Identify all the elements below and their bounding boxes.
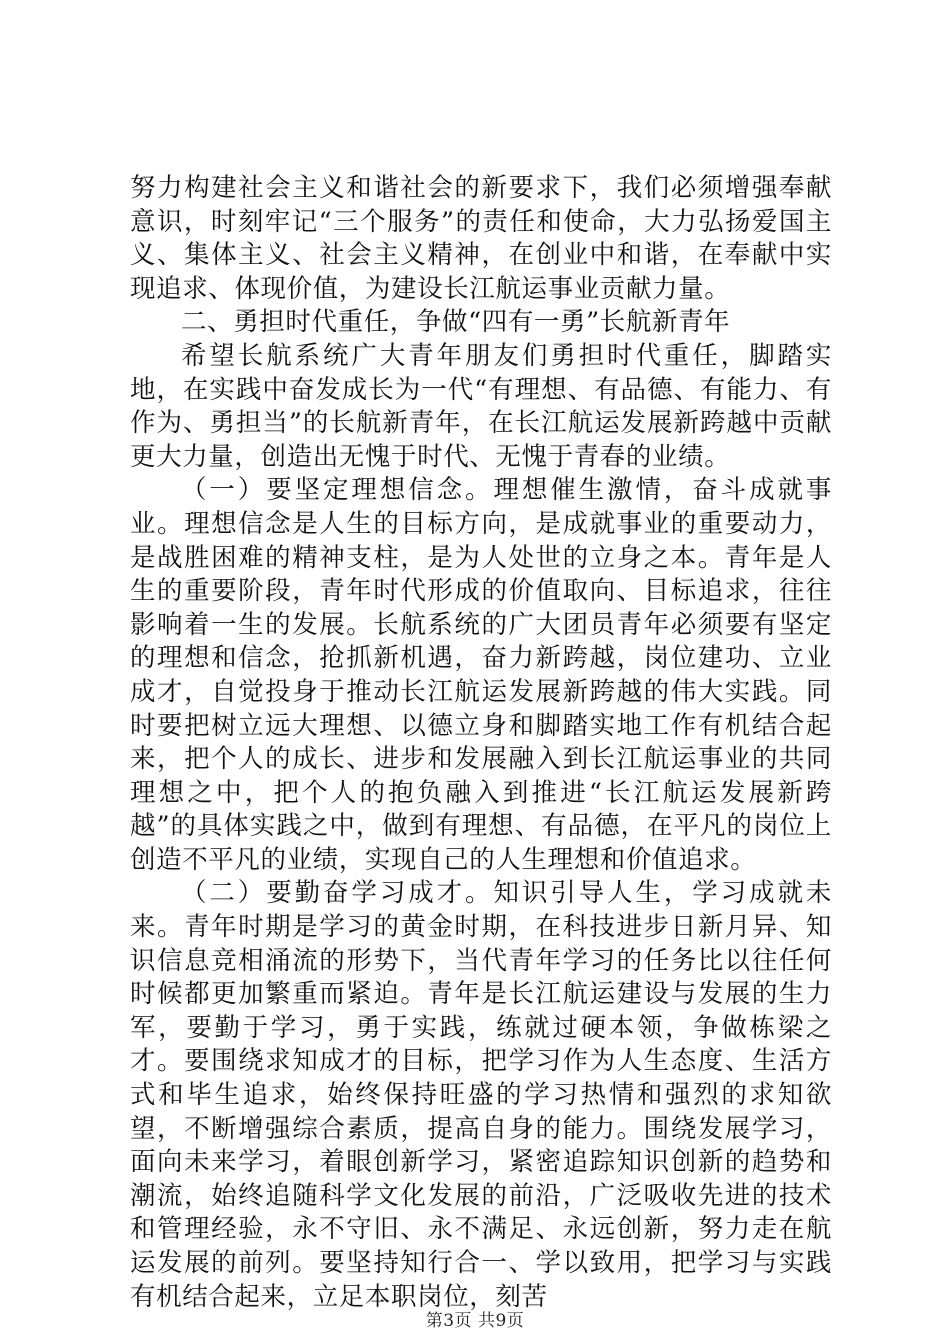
page-footer: 第3页 共9页 <box>425 1311 525 1331</box>
paragraph-continuation: 努力构建社会主义和谐社会的新要求下，我们必须增强奉献意识，时刻牢记“三个服务”的责任和使命，大力弘扬爱国主义、集体主义、社会主义精神，在创业中和谐，在奉献中实现追求、体现价值，为建设长江航运事业贡献力量。 <box>130 173 832 304</box>
paragraph-intro: 希望长航系统广大青年朋友们勇担时代重任，脚踏实地，在实践中奋发成长为一代“有理想、有品德、有能力、有作为、勇担当”的长航新青年，在长江航运发展新跨越中贡献更大力量，创造出无愧于时代、无愧于青春的业绩。 <box>130 340 832 472</box>
paragraph-item-two: （二）要勤奋学习成才。知识引导人生，学习成就未来。青年时期是学习的黄金时期，在科技进步日新月异、知识信息竞相涌流的形势下，当代青年学习的任务比以往任何时候都更加繁重而紧迫。青年是长江航运建设与发展的生力军，要勤于学习，勇于实践，练就过硬本领，争做栋梁之才。要围绕求知成才的目标，把学习作为人生态度、生活方式和毕生追求，始终保持旺盛的学习热情和强烈的求知欲望，不断增强综合素质，提高自身的能力。围绕发展学习，面向未来学习，着眼创新学习，紧密追踪知识创新的趋势和潮流，始终追随科学文化发展的前沿，广泛吸收先进的技术和管理经验，永不守旧、永不满足、永远创新，努力走在航运发展的前列。要坚持知行合一、学以致用，把学习与实践有机结合起来，立足本职岗位，刻苦 <box>130 878 832 1312</box>
section-heading: 二、勇担时代重任，争做“四有一勇”长航新青年 <box>181 307 731 338</box>
paragraph-item-one: （一）要坚定理想信念。理想催生激情，奋斗成就事业。理想信念是人生的目标方向，是成就事业的重要动力，是战胜困难的精神支柱，是为人处世的立身之本。青年是人生的重要阶段，青年时代形成的价值取向、目标追求，往往影响着一生的发展。长航系统的广大团员青年必须要有坚定的理想和信念，抢抓新机遇，奋力新跨越，岗位建功、立业成才，自觉投身于推动长江航运发展新跨越的伟大实践。同时要把树立远大理想、以德立身和脚踏实地工作有机结合起来，把个人的成长、进步和发展融入到长江航运事业的共同理想之中，把个人的抱负融入到推进“长江航运发展新跨越”的具体实践之中，做到有理想、有品德，在平凡的岗位上创造不平凡的业绩，实现自己的人生理想和价值追求。 <box>130 475 832 875</box>
body-text <box>130 172 832 1314</box>
